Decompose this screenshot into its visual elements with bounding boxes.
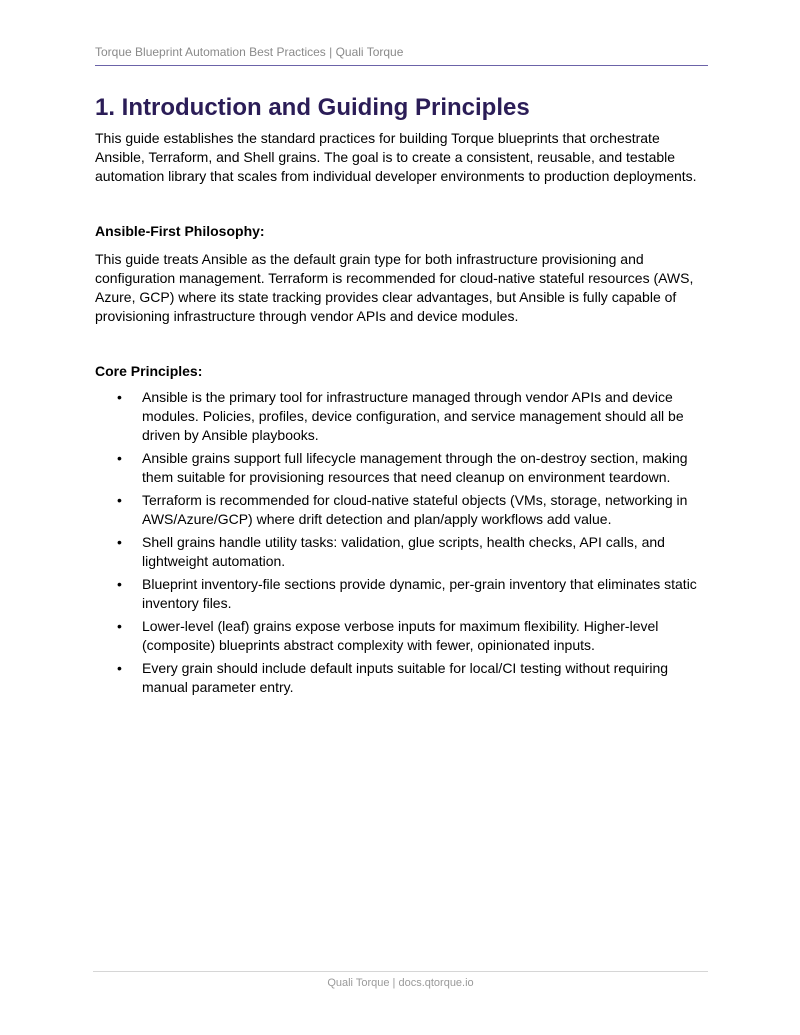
bullet-icon: • [117,660,122,676]
page-footer [93,971,708,989]
footer-text: Quali Torque | docs.qtorque.io [327,977,474,989]
header-text: Torque Blueprint Automation Best Practices | Quali Torque [95,45,404,59]
list-item [95,575,708,613]
bullet-icon: • [117,389,122,405]
list-item-text: Every grain should include default inputs suitable for local/CI testing without requiring manual parameter entry. [142,660,669,695]
list-item-text: Terraform is recommended for cloud-native stateful objects (VMs, storage, networking in AWS/Azure/GCP) where drift detection and plan/apply workflows add value. [142,492,688,527]
bullet-icon: • [117,492,122,508]
section-title: 1. Introduction and Guiding Principles [95,94,530,121]
list-item [95,491,708,529]
document-body [95,93,708,701]
principles-heading: Core Principles: [95,363,203,379]
list-item-text: Lower-level (leaf) grains expose verbose inputs for maximum flexibility. Higher-level (composite) blueprints abstract complexity with fewer, opinionated inputs. [142,618,659,653]
bullet-icon: • [117,618,122,634]
page-header [95,45,708,66]
list-item [95,617,708,655]
list-item [95,388,708,445]
list-item [95,449,708,487]
list-item-text: Ansible grains support full lifecycle management through the on-destroy section, making them suitable for provisioning resources that need cleanup on environment teardown. [142,450,688,485]
philosophy-paragraph: This guide treats Ansible as the default grain type for both infrastructure provisioning and configuration management. Terraform is recommended for cloud-native stateful resources (AWS, Azure, GCP) where its state tracking provides clear advantages, but Ansible is fully capable of provisioning infrastructure through vendor APIs and device modules. [95,251,694,324]
bullet-icon: • [117,534,122,550]
intro-paragraph: This guide establishes the standard practices for building Torque blueprints that orchestrate Ansible, Terraform, and Shell grains. The goal is to create a consistent, reusable, and testable automation library that scales from individual developer environments to production deployments. [95,130,697,184]
list-item-text: Shell grains handle utility tasks: validation, glue scripts, health checks, API calls, and lightweight automation. [142,534,665,569]
bullet-icon: • [117,450,122,466]
bullet-icon: • [117,576,122,592]
philosophy-heading: Ansible-First Philosophy: [95,223,265,239]
list-item-text: Blueprint inventory-file sections provide dynamic, per-grain inventory that eliminates static inventory files. [142,576,697,611]
list-item [95,533,708,571]
list-item [95,659,708,697]
principles-list [95,388,708,697]
list-item-text: Ansible is the primary tool for infrastructure managed through vendor APIs and device modules. Policies, profiles, device configuration, and service management should all be driven by Ansible playbooks. [142,389,684,443]
